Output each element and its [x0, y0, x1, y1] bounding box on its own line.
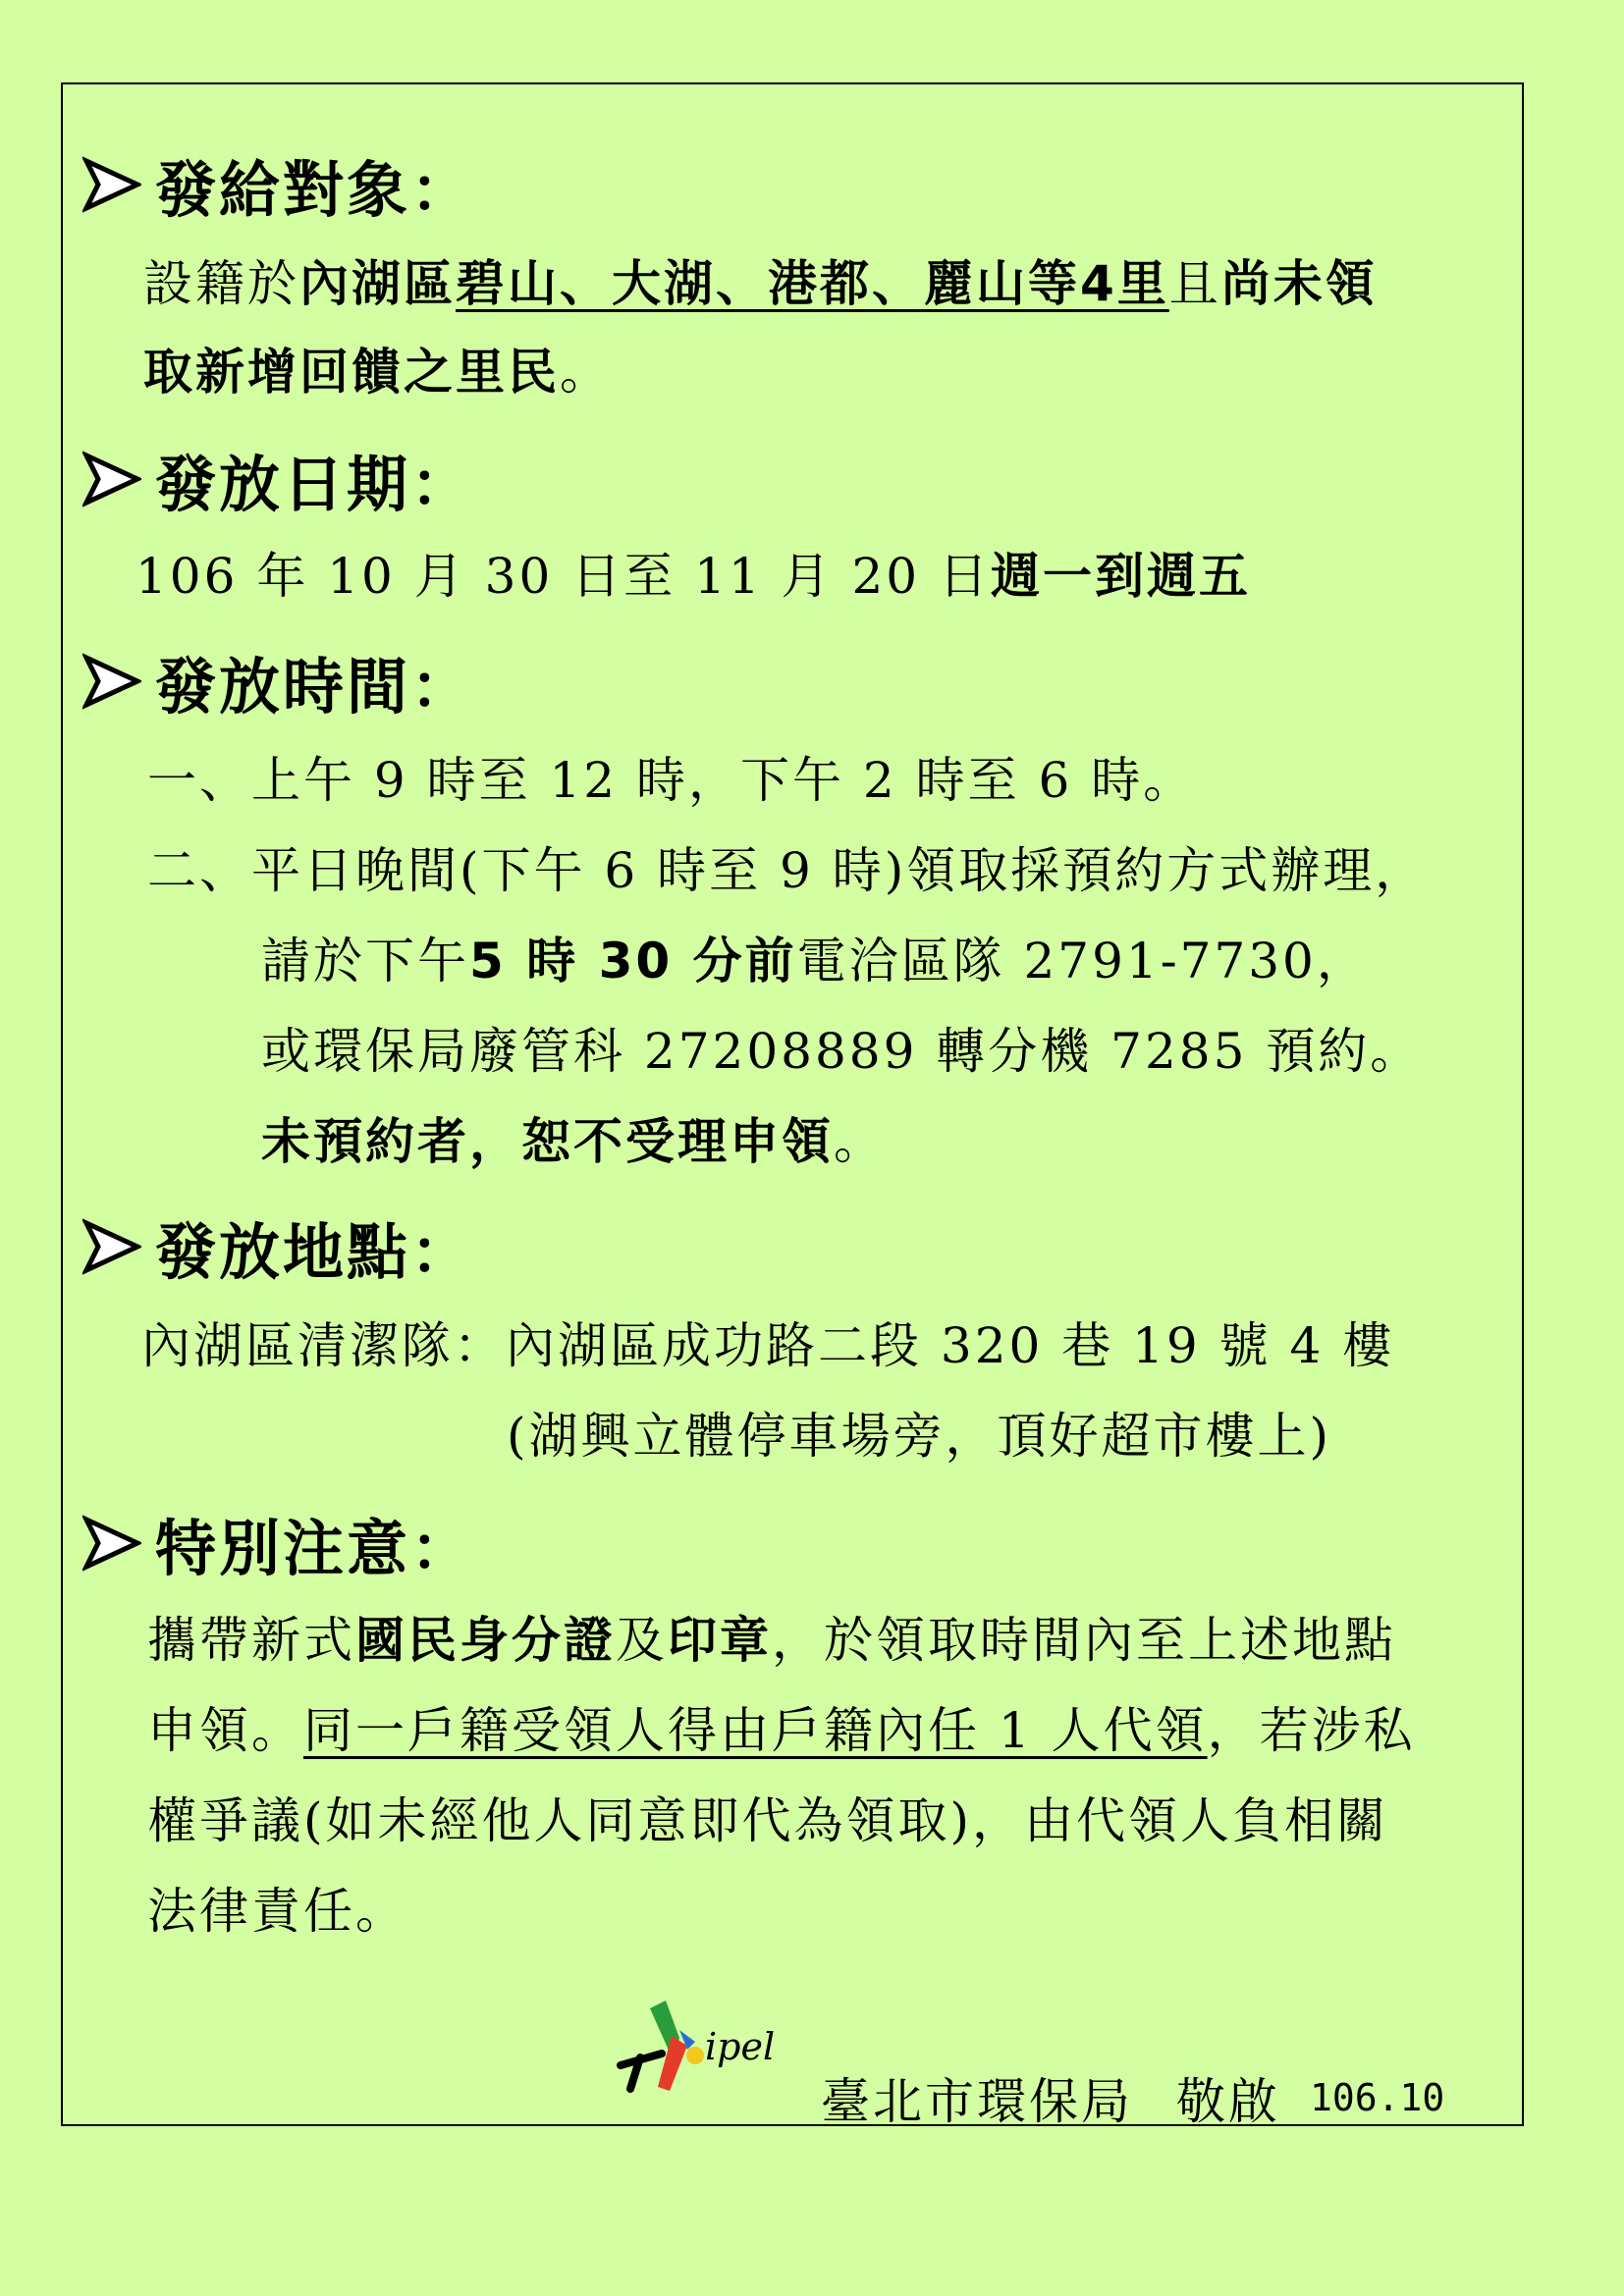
paragraph-line: 或環保局廢管科 27208889 轉分機 7285 預約。: [261, 1023, 1423, 1080]
proxy-rule: 同一戶籍受領人得由戶籍內任 1 人代領: [303, 1702, 1208, 1759]
arrow-bullet-icon: [82, 1217, 141, 1276]
section-dates-heading: [82, 440, 474, 518]
section-title: 發放地點：: [155, 1215, 475, 1288]
paragraph-line: 設籍於 內湖區 碧山、大湖、港都、麗山等4里 且 尚未領: [143, 249, 1378, 310]
signature-org: 臺北市環保局: [821, 2073, 1133, 2130]
paragraph-line: 權爭議(如未經他人同意即代為領取)，由代領人負相關: [147, 1792, 1389, 1849]
paragraph-line: 申領。 同一戶籍受領人得由戶籍內任 1 人代領 ，若涉私: [147, 1696, 1416, 1757]
signature-respect: 敬啟: [1176, 2073, 1280, 2130]
paragraph-line: 請於下午 5 時 30 分前 電洽區隊 2791-7730，: [261, 933, 1369, 989]
section-recipients-heading: [82, 145, 474, 224]
svg-text:ipel: ipel: [705, 2025, 776, 2068]
paragraph-line: 內湖區清潔隊：內湖區成功路二段 320 巷 19 號 4 樓: [141, 1317, 1395, 1374]
signature-date: 106.10: [1310, 2076, 1445, 2119]
section-notes-heading: [82, 1504, 474, 1582]
paragraph-line: (湖興立體停車場旁，頂好超市樓上): [507, 1408, 1332, 1465]
paragraph-line: 二、平日晚間(下午 6 時至 9 時)領取採預約方式辦理，: [147, 842, 1428, 899]
section-title: 發給對象：: [155, 153, 475, 226]
paragraph-line: 106 年 10 月 30 日至 11 月 20 日 週一到週五: [135, 548, 1251, 605]
arrow-bullet-icon: [82, 450, 141, 508]
section-hours-heading: [82, 642, 474, 721]
section-title: 發放日期：: [155, 448, 475, 520]
paragraph-line: 法律責任。: [147, 1883, 407, 1940]
section-title: 發放時間：: [155, 650, 475, 722]
eligible-villages: 碧山、大湖、港都、麗山等4里: [456, 255, 1169, 312]
paragraph-line: 取新增回饋之里民 。: [143, 344, 612, 400]
signature: [821, 2061, 1444, 2134]
section-title: 特別注意：: [155, 1512, 475, 1584]
paragraph-line: 攜帶新式 國民身分證 及 印章 ，於領取時間內至上述地點: [147, 1612, 1396, 1669]
section-location-heading: [82, 1207, 474, 1286]
arrow-bullet-icon: [82, 155, 141, 214]
arrow-bullet-icon: [82, 652, 141, 711]
taipei-logo-icon: [615, 1997, 799, 2095]
arrow-bullet-icon: [82, 1514, 141, 1573]
paragraph-line: 未預約者，恕不受理申領 。: [261, 1113, 886, 1170]
paragraph-line: 一、上午 9 時至 12 時，下午 2 時至 6 時。: [147, 752, 1196, 809]
